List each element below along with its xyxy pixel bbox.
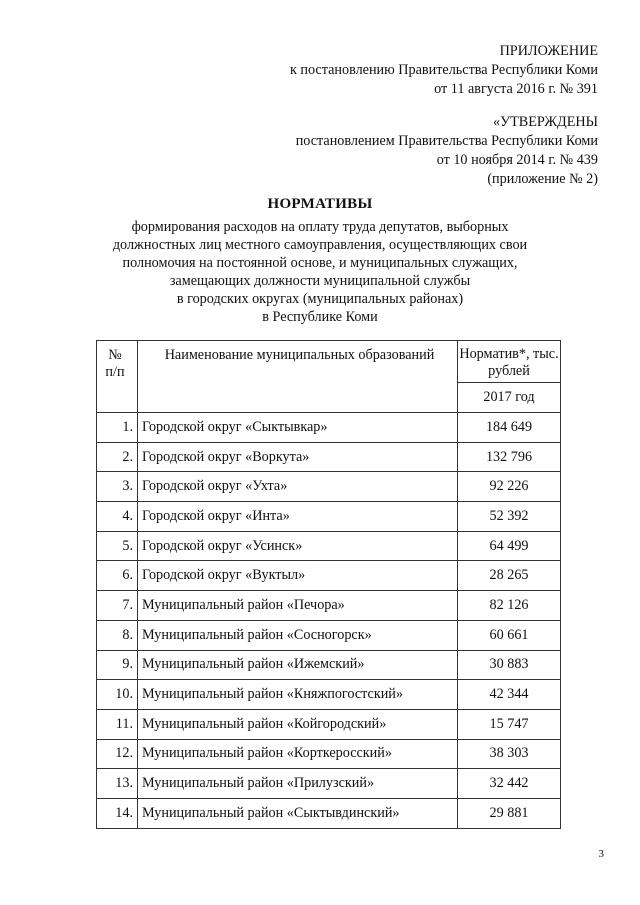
appendix-date: от 11 августа 2016 г. № 391 — [434, 81, 598, 97]
row-number: 6. — [97, 561, 138, 591]
subtitle-line: формирования расходов на оплату труда депутатов, выборных — [131, 219, 509, 235]
standards-table — [96, 340, 561, 829]
approved-header — [296, 113, 598, 189]
table-row — [97, 531, 561, 561]
table-row — [97, 769, 561, 799]
row-number: 14. — [97, 798, 138, 828]
row-value: 29 881 — [458, 798, 561, 828]
table-row — [97, 650, 561, 680]
appendix-resolution: к постановлению Правительства Республики Коми — [289, 62, 598, 78]
row-value: 64 499 — [458, 531, 561, 561]
row-value: 132 796 — [458, 442, 561, 472]
row-value: 28 265 — [458, 561, 561, 591]
header-value — [458, 341, 561, 383]
header-year: 2017 год — [458, 383, 561, 413]
subtitle-line: в городских округах (муниципальных районах) — [176, 291, 464, 307]
row-name: Муниципальный район «Корткеросский» — [138, 739, 458, 769]
row-number: 2. — [97, 442, 138, 472]
subtitle-line: замещающих должности муниципальной службы — [169, 273, 471, 289]
approved-annex: (приложение № 2) — [487, 171, 598, 187]
table-row — [97, 798, 561, 828]
row-value: 42 344 — [458, 680, 561, 710]
appendix-header — [290, 42, 598, 99]
header-value-line2: рублей — [488, 363, 530, 379]
table-row — [97, 561, 561, 591]
row-value: 82 126 — [458, 591, 561, 621]
row-number: 11. — [97, 709, 138, 739]
header-name: Наименование муниципальных образований — [138, 341, 458, 413]
row-name: Муниципальный район «Прилузский» — [138, 769, 458, 799]
table-row — [97, 502, 561, 532]
approved-resolution: постановлением Правительства Республики Коми — [295, 133, 598, 149]
row-value: 30 883 — [458, 650, 561, 680]
row-number: 1. — [97, 413, 138, 443]
table-row — [97, 591, 561, 621]
document-subtitle — [0, 218, 640, 326]
row-number: 3. — [97, 472, 138, 502]
table-row — [97, 442, 561, 472]
row-name: Муниципальный район «Сосногорск» — [138, 620, 458, 650]
row-number: 9. — [97, 650, 138, 680]
table-row — [97, 739, 561, 769]
table-row — [97, 709, 561, 739]
table-row — [97, 472, 561, 502]
subtitle-line: в Республике Коми — [262, 309, 378, 325]
table-row — [97, 413, 561, 443]
header-number — [97, 341, 138, 413]
page-number: 3 — [598, 848, 604, 860]
row-number: 8. — [97, 620, 138, 650]
row-name: Городской округ «Вуктыл» — [138, 561, 458, 591]
header-number-line1: № — [108, 347, 122, 363]
row-value: 38 303 — [458, 739, 561, 769]
row-number: 10. — [97, 680, 138, 710]
approved-label: «УТВЕРЖДЕНЫ — [493, 114, 598, 130]
row-name: Муниципальный район «Койгородский» — [138, 709, 458, 739]
row-value: 52 392 — [458, 502, 561, 532]
subtitle-line: полномочия на постоянной основе, и муниципальных служащих, — [122, 255, 518, 271]
row-value: 32 442 — [458, 769, 561, 799]
row-value: 60 661 — [458, 620, 561, 650]
row-value: 15 747 — [458, 709, 561, 739]
header-number-line2: п/п — [105, 364, 125, 380]
row-number: 13. — [97, 769, 138, 799]
row-number: 5. — [97, 531, 138, 561]
table-row — [97, 680, 561, 710]
row-name: Городской округ «Инта» — [138, 502, 458, 532]
row-name: Муниципальный район «Печора» — [138, 591, 458, 621]
document-title: НОРМАТИВЫ — [267, 196, 373, 212]
header-value-line1: Норматив*, тыс. — [459, 346, 559, 362]
subtitle-line: должностных лиц местного самоуправления, осуществляющих свои — [112, 237, 528, 253]
row-number: 7. — [97, 591, 138, 621]
row-name: Городской округ «Усинск» — [138, 531, 458, 561]
row-value: 184 649 — [458, 413, 561, 443]
appendix-label: ПРИЛОЖЕНИЕ — [499, 43, 598, 59]
row-name: Муниципальный район «Княжпогостский» — [138, 680, 458, 710]
row-value: 92 226 — [458, 472, 561, 502]
row-number: 4. — [97, 502, 138, 532]
row-number: 12. — [97, 739, 138, 769]
row-name: Городской округ «Ухта» — [138, 472, 458, 502]
row-name: Городской округ «Сыктывкар» — [138, 413, 458, 443]
row-name: Муниципальный район «Ижемский» — [138, 650, 458, 680]
table-row — [97, 620, 561, 650]
row-name: Городской округ «Воркута» — [138, 442, 458, 472]
approved-date: от 10 ноября 2014 г. № 439 — [436, 152, 598, 168]
row-name: Муниципальный район «Сыктывдинский» — [138, 798, 458, 828]
